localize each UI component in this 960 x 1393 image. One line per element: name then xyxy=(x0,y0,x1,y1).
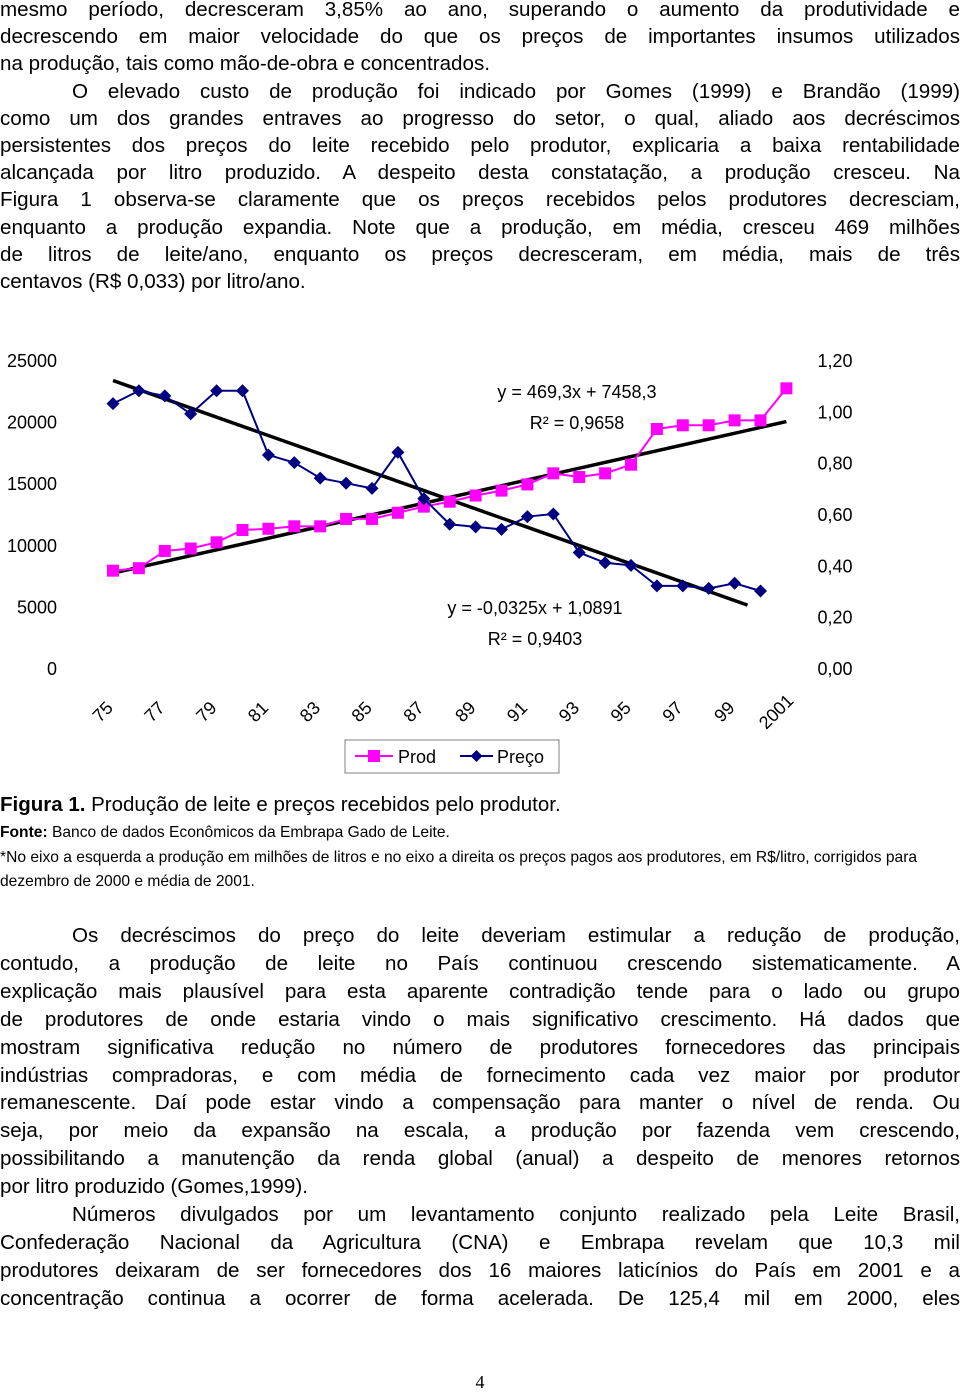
text-line: decrescendo em maior velocidade do que os preços de importantes insumos utilizados xyxy=(0,25,960,49)
text-line: explicação mais plausível para esta aparente contradição tende para o lado ou grupo xyxy=(0,979,960,1003)
x-tick-label: 83 xyxy=(295,697,325,726)
x-tick-label: 75 xyxy=(88,697,117,726)
text-line: na produção, tais como mão-de-obra e concentrados. xyxy=(0,52,490,76)
y-right-tick-label: 1,00 xyxy=(817,402,853,423)
preco-trendline xyxy=(113,381,748,606)
prod-r-squared: R² = 0,9658 xyxy=(529,413,625,433)
preco-point xyxy=(107,397,120,410)
preco-point xyxy=(521,510,534,523)
prod-point xyxy=(599,467,611,479)
y-right-tick-label: 1,20 xyxy=(817,351,853,371)
preco-point xyxy=(754,585,767,598)
x-tick-label: 97 xyxy=(658,697,687,726)
x-tick-label: 87 xyxy=(399,697,428,726)
prod-point xyxy=(185,542,197,554)
y-left-tick-label: 15000 xyxy=(6,474,57,495)
preco-point xyxy=(288,456,301,469)
text-line: Os decréscimos do preço do leite deveriam estimular a redução de produção, xyxy=(72,924,960,947)
preco-point xyxy=(236,384,249,397)
text-line: O elevado custo de produção foi indicado por Gomes (1999) e Brandão (1999) xyxy=(72,79,960,103)
prod-point xyxy=(366,513,378,525)
source-text: Banco de dados Econômicos da Embrapa Gado de Leite. xyxy=(47,824,450,841)
prod-point xyxy=(340,513,352,525)
preco-series-line xyxy=(113,391,761,591)
text-line: de produtores de onde estaria vindo o mais significativo crescimento. Há dados que xyxy=(0,1007,960,1031)
legend-prod-marker xyxy=(368,750,380,762)
x-tick-label: 2001 xyxy=(754,690,798,733)
prod-point xyxy=(444,496,456,508)
text-line: por litro produzido (Gomes,1999). xyxy=(0,1175,308,1199)
y-right-tick-label: 0,60 xyxy=(817,505,853,525)
preco-point xyxy=(599,556,612,569)
preco-point xyxy=(469,520,482,533)
preco-point xyxy=(314,472,327,485)
chart-legend xyxy=(345,740,559,773)
prod-point xyxy=(573,471,585,483)
x-tick-label: 95 xyxy=(606,697,635,726)
legend-preco-label: Preço xyxy=(497,747,545,767)
text-line: centavos (R$ 0,033) por litro/ano. xyxy=(0,270,306,294)
figure-source xyxy=(0,824,450,842)
text-line: remanescente. Daí pode estar vindo a compensação para manter o nível de renda. Ou xyxy=(0,1091,960,1115)
figure-note: *No eixo a esquerda a produção em milhões de litros e no eixo a direita os preços pagos aos produtores, em R$/litro, corrigidos para dezembro de 2000 e média de 2001. xyxy=(0,849,918,890)
text-line: enquanto a produção expandia. Note que a produção, em média, cresceu 469 milhões xyxy=(0,215,960,239)
y-right-tick-label: 0,00 xyxy=(817,659,853,679)
y-right-tick-label: 0,20 xyxy=(817,607,853,628)
prod-point xyxy=(496,485,508,497)
preco-r-squared: R² = 0,9403 xyxy=(487,629,583,649)
prod-point xyxy=(159,545,171,557)
preco-point xyxy=(391,446,404,459)
prod-point xyxy=(470,490,482,502)
text-line: como um dos grandes entraves ao progresso do setor, o qual, aliado aos decréscimos xyxy=(0,106,960,130)
paragraph-bottom xyxy=(0,922,960,1313)
y-left-tick-label: 25000 xyxy=(6,351,57,371)
figure-label: Figura 1. xyxy=(0,793,86,816)
y-left-tick-label: 20000 xyxy=(6,412,57,433)
preco-point xyxy=(547,508,560,521)
prod-point xyxy=(703,419,715,431)
text-line: indústrias compradoras, e com média de fornecimento cada vez maior por produtor xyxy=(0,1063,960,1087)
prod-point xyxy=(625,459,637,471)
x-tick-label: 85 xyxy=(347,697,376,726)
prod-point xyxy=(780,382,792,394)
prod-point xyxy=(288,520,300,532)
text-line: contudo, a produção de leite no País continuou crescendo sistematicamente. A xyxy=(0,951,960,975)
text-line: Confederação Nacional da Agricultura (CNA) e Embrapa revelam que 10,3 mil xyxy=(0,1230,960,1254)
text-line: concentração continua a ocorrer de forma acelerada. De 125,4 mil em 2000, eles xyxy=(0,1286,960,1310)
y-left-tick-label: 5000 xyxy=(16,597,57,618)
y-left-tick-label: 10000 xyxy=(6,535,57,556)
x-tick-label: 99 xyxy=(710,697,739,726)
text-line: alcançada por litro produzido. A despeito desta constatação, a produção cresceu. Na xyxy=(0,161,960,185)
legend-prod-label: Prod xyxy=(398,747,437,767)
x-tick-label: 91 xyxy=(503,697,532,726)
text-line: produtores deixaram de ser fornecedores dos 16 maiores laticínios do País em 2001 e a xyxy=(0,1258,960,1282)
prod-point xyxy=(677,419,689,431)
prod-point xyxy=(521,478,533,490)
text-line: possibilitando a manutenção da renda global (anual) a despeito de menores retornos xyxy=(0,1147,960,1171)
x-tick-label: 93 xyxy=(554,697,584,726)
prod-point xyxy=(755,414,767,426)
prod-point xyxy=(237,524,249,536)
page-number: 4 xyxy=(475,1372,485,1392)
prod-point xyxy=(107,565,119,577)
x-tick-label: 89 xyxy=(451,697,480,726)
text-line: seja, por meio da expansão na escala, a produção por fazenda vem crescendo, xyxy=(0,1119,960,1143)
preco-point xyxy=(366,482,379,495)
preco-point xyxy=(262,448,275,461)
prod-point xyxy=(392,507,404,519)
text-line: persistentes dos preços do leite recebido pelo produtor, explicaria a baixa rentabilidade xyxy=(0,134,960,158)
text-line: mesmo período, decresceram 3,85% ao ano, superando o aumento da produtividade e xyxy=(0,0,960,21)
text-line: Números divulgados por um levantamento conjunto realizado pela Leite Brasil, xyxy=(72,1203,960,1227)
text-line: Figura 1 observa-se claramente que os preços recebidos pelos produtores decresciam, xyxy=(0,188,960,212)
prod-point xyxy=(651,423,663,435)
prod-point xyxy=(729,414,741,426)
x-tick-label: 81 xyxy=(244,697,273,726)
figure-title: Produção de leite e preços recebidos pelo produtor. xyxy=(85,793,561,816)
x-tick-label: 79 xyxy=(192,697,221,726)
prod-point xyxy=(262,523,274,535)
prod-point xyxy=(547,467,559,479)
figure-caption xyxy=(0,793,561,817)
preco-point xyxy=(340,477,353,490)
text-line: de litros de leite/ano, enquanto os preços decresceram, em média, mais de três xyxy=(0,242,960,266)
source-label: Fonte: xyxy=(0,824,48,841)
y-left-tick-label: 0 xyxy=(46,659,57,679)
prod-point xyxy=(314,520,326,532)
text-line: mostram significativa redução no número de produtores fornecedores das principais xyxy=(0,1035,960,1059)
preco-point xyxy=(495,523,508,536)
prod-equation: y = 469,3x + 7458,3 xyxy=(497,382,657,402)
prod-point xyxy=(211,536,223,548)
prod-point xyxy=(133,562,145,574)
x-tick-label: 77 xyxy=(140,697,169,726)
y-right-tick-label: 0,80 xyxy=(817,453,853,474)
y-right-tick-label: 0,40 xyxy=(817,556,853,577)
preco-equation: y = -0,0325x + 1,0891 xyxy=(447,598,623,618)
preco-point xyxy=(728,577,741,590)
